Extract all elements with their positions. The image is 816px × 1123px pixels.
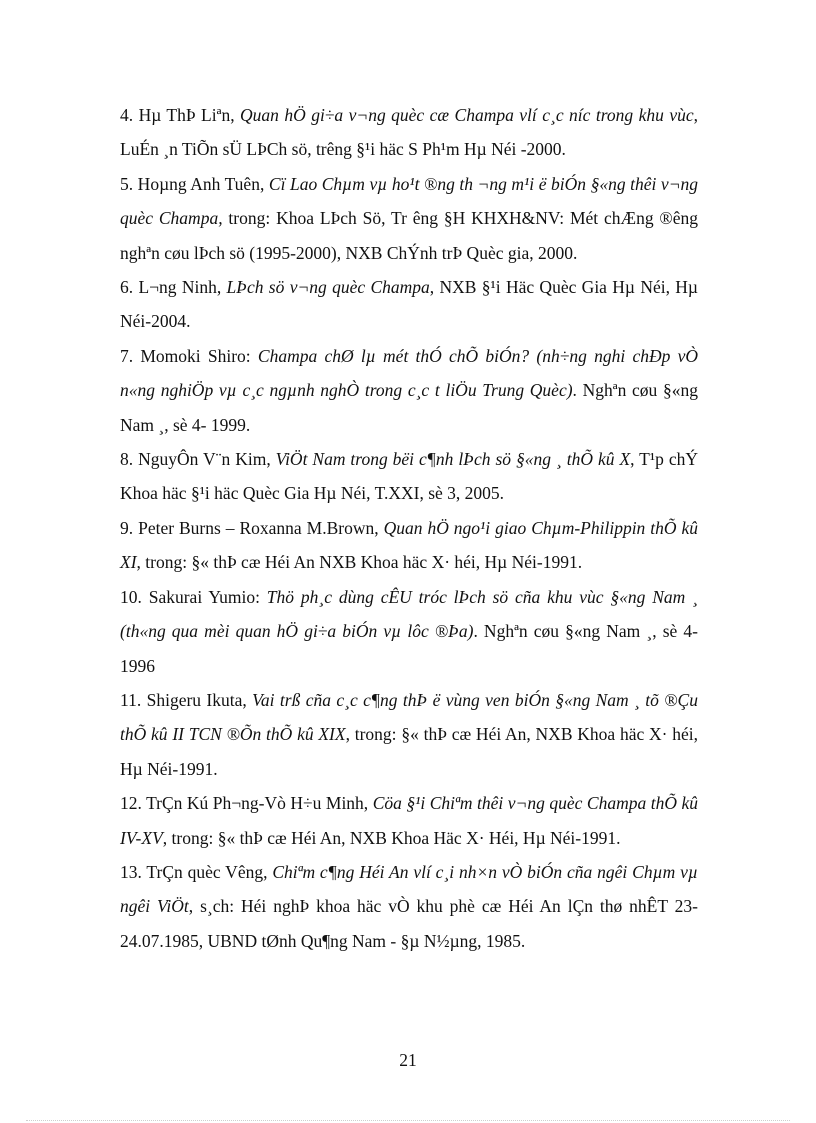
reference-item: 4. Hµ ThÞ Liªn, Quan hÖ gi÷a v¬ng quèc cæ Champa vlí c¸c níc trong khu vùc, LuÉn ¸n TiÕn sÜ LÞCh sö, trêng §¹i häc S Ph¹m Hµ Néi -2000. xyxy=(120,105,698,160)
page-bottom-divider xyxy=(26,1120,790,1121)
reference-title: Cï Lao Chµm vµ ho¹t ®ng th ¬ng m¹i ë biÓn §«ng thêi v¬ng quèc Champa, xyxy=(120,173,699,229)
reference-title: Cöa §¹i Chiªm thêi v¬ng quèc Champa thÕ kû IV-XV xyxy=(120,793,698,848)
page-number: 21 xyxy=(399,1050,417,1070)
reference-title: Chiªm c¶ng Héi An vlí c¸i nh×n vÒ biÓn cña ngêi Chµm vµ ngêi ViÖt xyxy=(120,861,698,917)
reference-item: 8. NguyÔn V¨n Kim, ViÖt Nam trong bëi c¶nh lÞch sö §«ng ¸ thÕ kû X, T¹p chÝ Khoa häc §¹i häc Quèc Gia Hµ Néi, T.XXI, sè 3, 2005. xyxy=(120,449,698,504)
reference-item: 7. Momoki Shiro: Champa chØ lµ mét thÓ chÕ biÓn? (nh÷ng nghi chÐp vÒ n«ng nghiÖp vµ c¸c ngµnh nghÒ trong c¸c t liÖu Trung Quèc). Nghªn cøu §«ng Nam ¸, sè 4- 1999. xyxy=(120,345,698,435)
reference-item: 11. Shigeru Ikuta, Vai trß cña c¸c c¶ng thÞ ë vùng ven biÓn §«ng Nam ¸ tõ ®Çu thÕ kû II TCN ®Õn thÕ kû XIX, trong: §« thÞ cæ Héi An, NXB Khoa häc X· héi, Hµ Néi-1991. xyxy=(120,689,698,779)
reference-title: Champa chØ lµ mét thÓ chÕ biÓn? (nh÷ng nghi chÐp vÒ n«ng nghiÖp vµ c¸c ngµnh nghÒ trong c¸c t liÖu Trung Quèc) xyxy=(120,345,698,401)
reference-title: LÞch sö v¬ng quèc Champa xyxy=(226,277,430,298)
reference-title: Quan hÖ ngo¹i giao Chµm-Philippin thÕ kû XI xyxy=(120,517,698,573)
reference-title: Thö ph¸c dùng cÊU tróc lÞch sö cña khu vùc §«ng Nam ¸ (th«ng qua mèi quan hÖ gi÷a biÓn vµ lôc ®Þa) xyxy=(120,586,699,642)
reference-item: 6. L¬ng Ninh, LÞch sö v¬ng quèc Champa, NXB §¹i Häc Quèc Gia Hµ Néi, Hµ Néi-2004. xyxy=(120,277,699,332)
reference-title: ViÖt Nam trong bëi c¶nh lÞch sö §«ng ¸ thÕ kû X xyxy=(275,449,631,470)
reference-item: 12. TrÇn Kú Ph¬ng-Vò H÷u Minh, Cöa §¹i Chiªm thêi v¬ng quèc Champa thÕ kû IV-XV, trong: §« thÞ cæ Héi An, NXB Khoa Häc X· Héi, Hµ Néi-1991. xyxy=(120,793,698,848)
reference-item: 13. TrÇn quèc Vêng, Chiªm c¶ng Héi An vlí c¸i nh×n vÒ biÓn cña ngêi Chµm vµ ngêi ViÖt, s¸ch: Héi nghÞ khoa häc vÒ khu phè cæ Héi An lÇn thø nhÊT 23-24.07.1985, UBND tØnh Qu¶ng Nam - §µ N½µng, 1985. xyxy=(120,861,698,951)
reference-title: Quan hÖ gi÷a v¬ng quèc cæ Champa vlí c¸c níc trong khu vùc xyxy=(240,105,694,125)
reference-item: 9. Peter Burns – Roxanna M.Brown, Quan hÖ ngo¹i giao Chµm-Philippin thÕ kû XI, trong: §« thÞ cæ Héi An NXB Khoa häc X· héi, Hµ Néi-1991. xyxy=(120,517,698,573)
reference-title: Vai trß cña c¸c c¶ng thÞ ë vùng ven biÓn §«ng Nam ¸ tõ ®Çu thÕ kû II TCN ®Õn thÕ kû XIX xyxy=(120,689,698,745)
reference-item: 5. Hoµng Anh Tuên, Cï Lao Chµm vµ ho¹t ®ng th ¬ng m¹i ë biÓn §«ng thêi v¬ng quèc Champa, trong: Khoa LÞch Sö, Tr êng §H KHXH&NV: Mét chÆng ®êng nghªn cøu lÞch sö (1995-2000), NXB ChÝnh trÞ Quèc gia, 2000. xyxy=(120,173,699,263)
reference-item: 10. Sakurai Yumio: Thö ph¸c dùng cÊU tróc lÞch sö cña khu vùc §«ng Nam ¸ (th«ng qua mèi quan hÖ gi÷a biÓn vµ lôc ®Þa). Nghªn cøu §«ng Nam ¸, sè 4- 1996 xyxy=(120,586,699,676)
reference-list xyxy=(120,98,698,958)
